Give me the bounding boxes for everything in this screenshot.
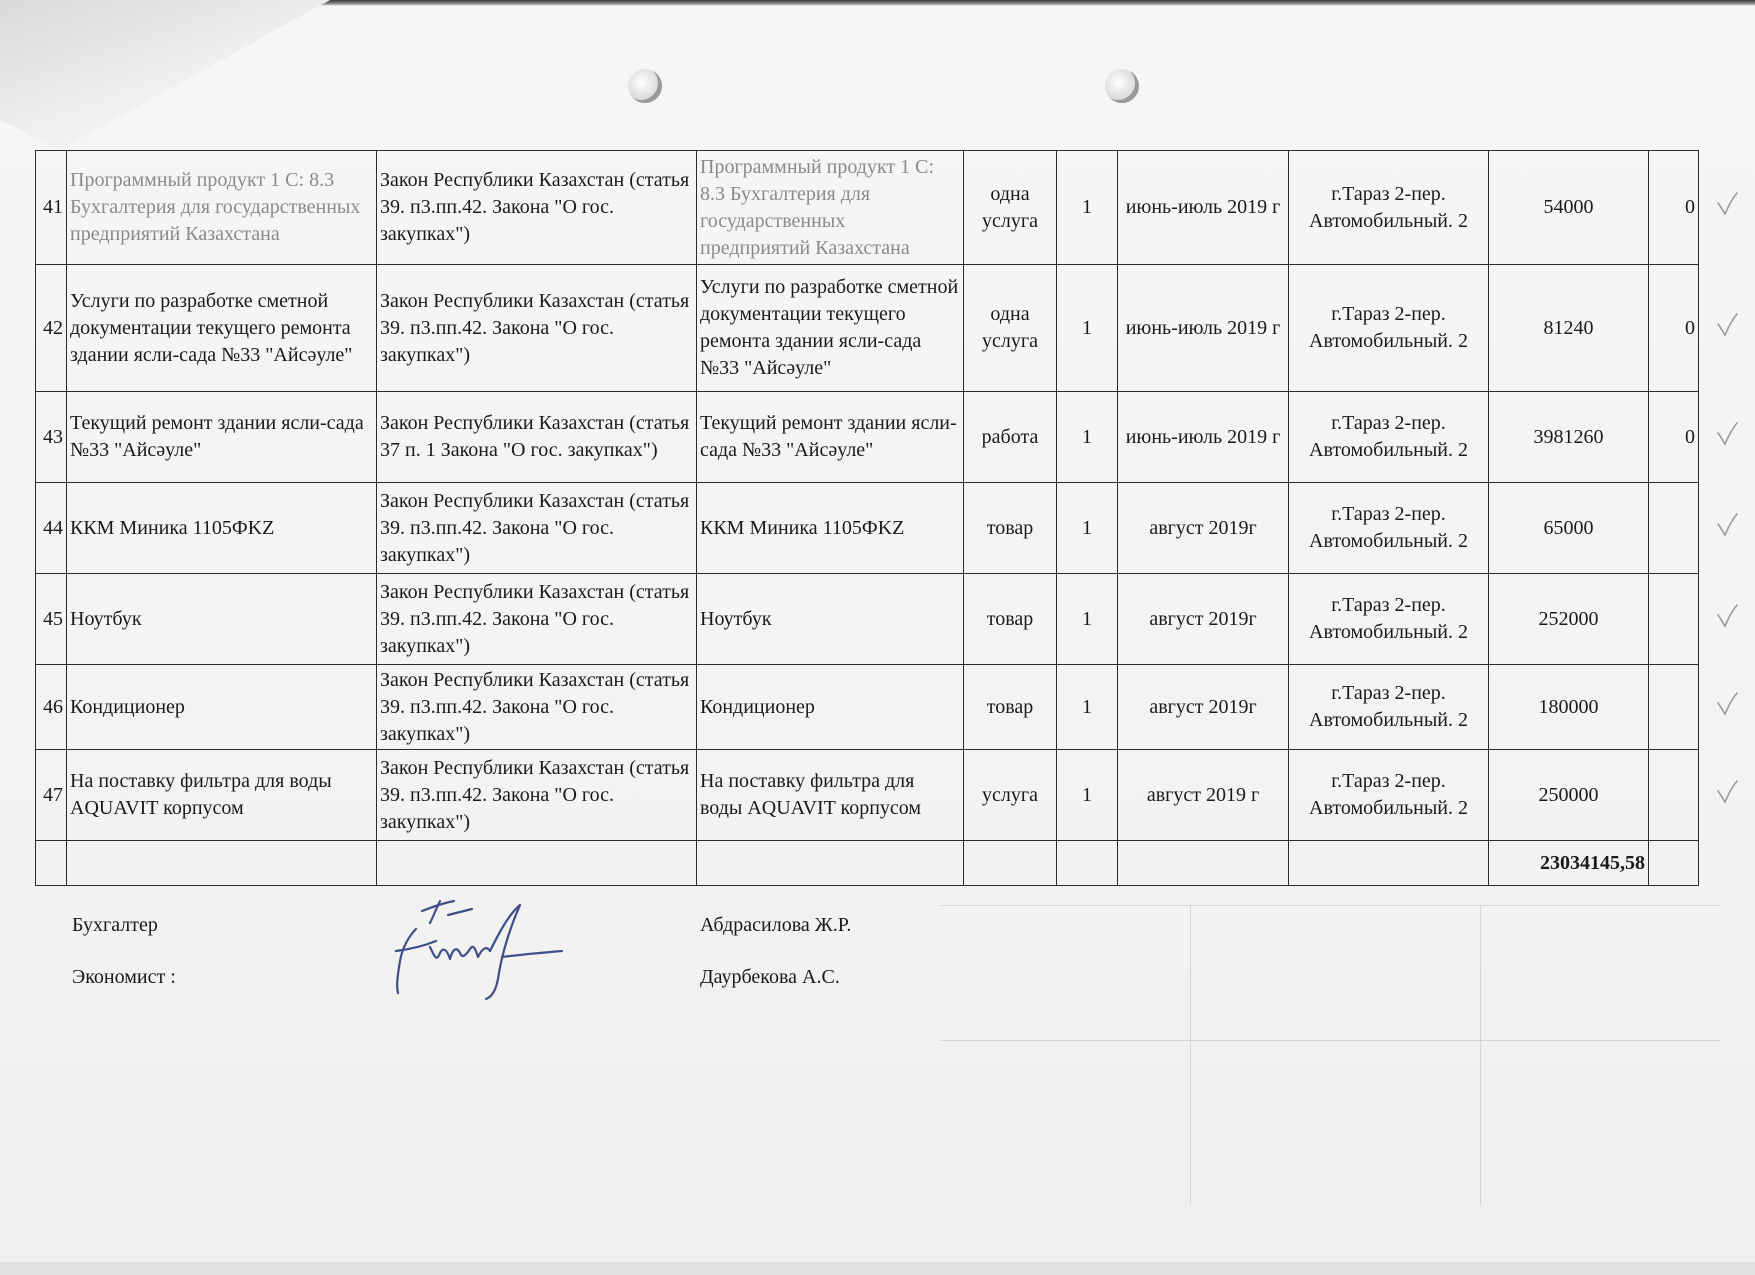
signature-icon — [352, 893, 566, 1008]
total-cell-empty — [36, 841, 67, 886]
row-description: ККМ Миника 1105ФKZ — [697, 483, 964, 574]
row-quantity: 1 — [1057, 750, 1118, 841]
row-number: 41 — [36, 151, 67, 265]
row-quantity: 1 — [1057, 151, 1118, 265]
row-name: Услуги по разработке сметной документации текущего ремонта здании ясли-сада №33 "Айсәуле" — [67, 265, 377, 392]
row-advance: 0 — [1649, 392, 1699, 483]
total-row — [36, 841, 1699, 886]
table-row — [36, 265, 1699, 392]
punch-hole-icon — [628, 69, 662, 103]
checkmark-icon — [1715, 191, 1739, 217]
checkmark-icon — [1715, 421, 1739, 447]
punch-hole-icon — [1105, 69, 1139, 103]
row-description: Программный продукт 1 С: 8.3 Бухгалтерия для государственных предприятий Казахстана — [697, 151, 964, 265]
row-amount: 252000 — [1489, 574, 1649, 665]
economist-name: Даурбекова А.С. — [700, 966, 840, 988]
show-through-line — [1190, 905, 1191, 1205]
row-place: г.Тараз 2-пер. Автомобильный. 2 — [1289, 392, 1489, 483]
row-amount: 180000 — [1489, 665, 1649, 750]
accountant-role: Бухгалтер — [72, 914, 158, 936]
row-method: Закон Республики Казахстан (статья 39. п3.пп.42. Закона "О гос. закупках") — [377, 483, 697, 574]
row-method: Закон Республики Казахстан (статья 39. п3.пп.42. Закона "О гос. закупках") — [377, 265, 697, 392]
row-unit: товар — [964, 665, 1057, 750]
row-advance — [1649, 483, 1699, 574]
row-quantity: 1 — [1057, 392, 1118, 483]
row-advance — [1649, 750, 1699, 841]
row-period: август 2019г — [1118, 483, 1289, 574]
row-name: На поставку фильтра для воды AQUAVIT корпусом — [67, 750, 377, 841]
show-through-line — [1480, 905, 1481, 1205]
row-place: г.Тараз 2-пер. Автомобильный. 2 — [1289, 265, 1489, 392]
table-row — [36, 574, 1699, 665]
row-unit: одна услуга — [964, 151, 1057, 265]
total-cell-empty — [1057, 841, 1118, 886]
table-row — [36, 750, 1699, 841]
row-amount: 65000 — [1489, 483, 1649, 574]
row-period: август 2019г — [1118, 574, 1289, 665]
row-number: 47 — [36, 750, 67, 841]
row-description: На поставку фильтра для воды AQUAVIT корпусом — [697, 750, 964, 841]
row-name: Ноутбук — [67, 574, 377, 665]
row-unit: одна услуга — [964, 265, 1057, 392]
row-method: Закон Республики Казахстан (статья 37 п. 1 Закона "О гос. закупках") — [377, 392, 697, 483]
checkmark-icon — [1715, 691, 1739, 717]
row-unit: товар — [964, 574, 1057, 665]
row-description: Кондиционер — [697, 665, 964, 750]
show-through-line — [940, 905, 1720, 906]
checkmark-icon — [1715, 512, 1739, 538]
row-method: Закон Республики Казахстан (статья 39. п3.пп.42. Закона "О гос. закупках") — [377, 574, 697, 665]
row-amount: 250000 — [1489, 750, 1649, 841]
table-row — [36, 392, 1699, 483]
economist-role: Экономист : — [72, 966, 176, 988]
row-number: 45 — [36, 574, 67, 665]
row-quantity: 1 — [1057, 265, 1118, 392]
row-method: Закон Республики Казахстан (статья 39. п3.пп.42. Закона "О гос. закупках") — [377, 665, 697, 750]
row-name: Программный продукт 1 С: 8.3 Бухгалтерия для государственных предприятий Казахстана — [67, 151, 377, 265]
row-quantity: 1 — [1057, 483, 1118, 574]
scan-bottom-edge — [0, 1262, 1755, 1275]
row-name: ККМ Миника 1105ФKZ — [67, 483, 377, 574]
checkmark-icon — [1715, 779, 1739, 805]
checkmark-icon — [1715, 603, 1739, 629]
total-cell-empty — [697, 841, 964, 886]
row-number: 43 — [36, 392, 67, 483]
row-place: г.Тараз 2-пер. Автомобильный. 2 — [1289, 483, 1489, 574]
row-description: Услуги по разработке сметной документации текущего ремонта здании ясли-сада №33 "Айсәуле" — [697, 265, 964, 392]
total-cell-empty — [67, 841, 377, 886]
table-row — [36, 483, 1699, 574]
procurement-table — [35, 150, 1699, 886]
row-number: 46 — [36, 665, 67, 750]
row-period: август 2019г — [1118, 665, 1289, 750]
total-cell-empty — [964, 841, 1057, 886]
row-description: Текущий ремонт здании ясли-сада №33 "Айсәуле" — [697, 392, 964, 483]
table-row — [36, 151, 1699, 265]
row-name: Текущий ремонт здании ясли-сада №33 "Айсәуле" — [67, 392, 377, 483]
row-period: июнь-июль 2019 г — [1118, 151, 1289, 265]
row-unit: работа — [964, 392, 1057, 483]
checkmark-icon — [1715, 312, 1739, 338]
row-place: г.Тараз 2-пер. Автомобильный. 2 — [1289, 574, 1489, 665]
row-advance: 0 — [1649, 151, 1699, 265]
row-name: Кондиционер — [67, 665, 377, 750]
total-cell-empty — [1118, 841, 1289, 886]
row-period: июнь-июль 2019 г — [1118, 392, 1289, 483]
accountant-name: Абдрасилова Ж.Р. — [700, 914, 852, 936]
total-amount: 23034145,58 — [1489, 841, 1649, 886]
total-cell-empty — [1649, 841, 1699, 886]
row-amount: 81240 — [1489, 265, 1649, 392]
row-method: Закон Республики Казахстан (статья 39. п3.пп.42. Закона "О гос. закупках") — [377, 750, 697, 841]
row-quantity: 1 — [1057, 574, 1118, 665]
row-amount: 3981260 — [1489, 392, 1649, 483]
row-quantity: 1 — [1057, 665, 1118, 750]
row-period: август 2019 г — [1118, 750, 1289, 841]
table-row — [36, 665, 1699, 750]
row-advance: 0 — [1649, 265, 1699, 392]
row-number: 42 — [36, 265, 67, 392]
total-cell-empty — [377, 841, 697, 886]
row-unit: услуга — [964, 750, 1057, 841]
row-place: г.Тараз 2-пер. Автомобильный. 2 — [1289, 750, 1489, 841]
row-place: г.Тараз 2-пер. Автомобильный. 2 — [1289, 151, 1489, 265]
row-method: Закон Республики Казахстан (статья 39. п3.пп.42. Закона "О гос. закупках") — [377, 151, 697, 265]
row-amount: 54000 — [1489, 151, 1649, 265]
row-place: г.Тараз 2-пер. Автомобильный. 2 — [1289, 665, 1489, 750]
row-description: Ноутбук — [697, 574, 964, 665]
row-period: июнь-июль 2019 г — [1118, 265, 1289, 392]
row-number: 44 — [36, 483, 67, 574]
show-through-line — [940, 1040, 1720, 1041]
row-unit: товар — [964, 483, 1057, 574]
row-advance — [1649, 665, 1699, 750]
row-advance — [1649, 574, 1699, 665]
total-cell-empty — [1289, 841, 1489, 886]
